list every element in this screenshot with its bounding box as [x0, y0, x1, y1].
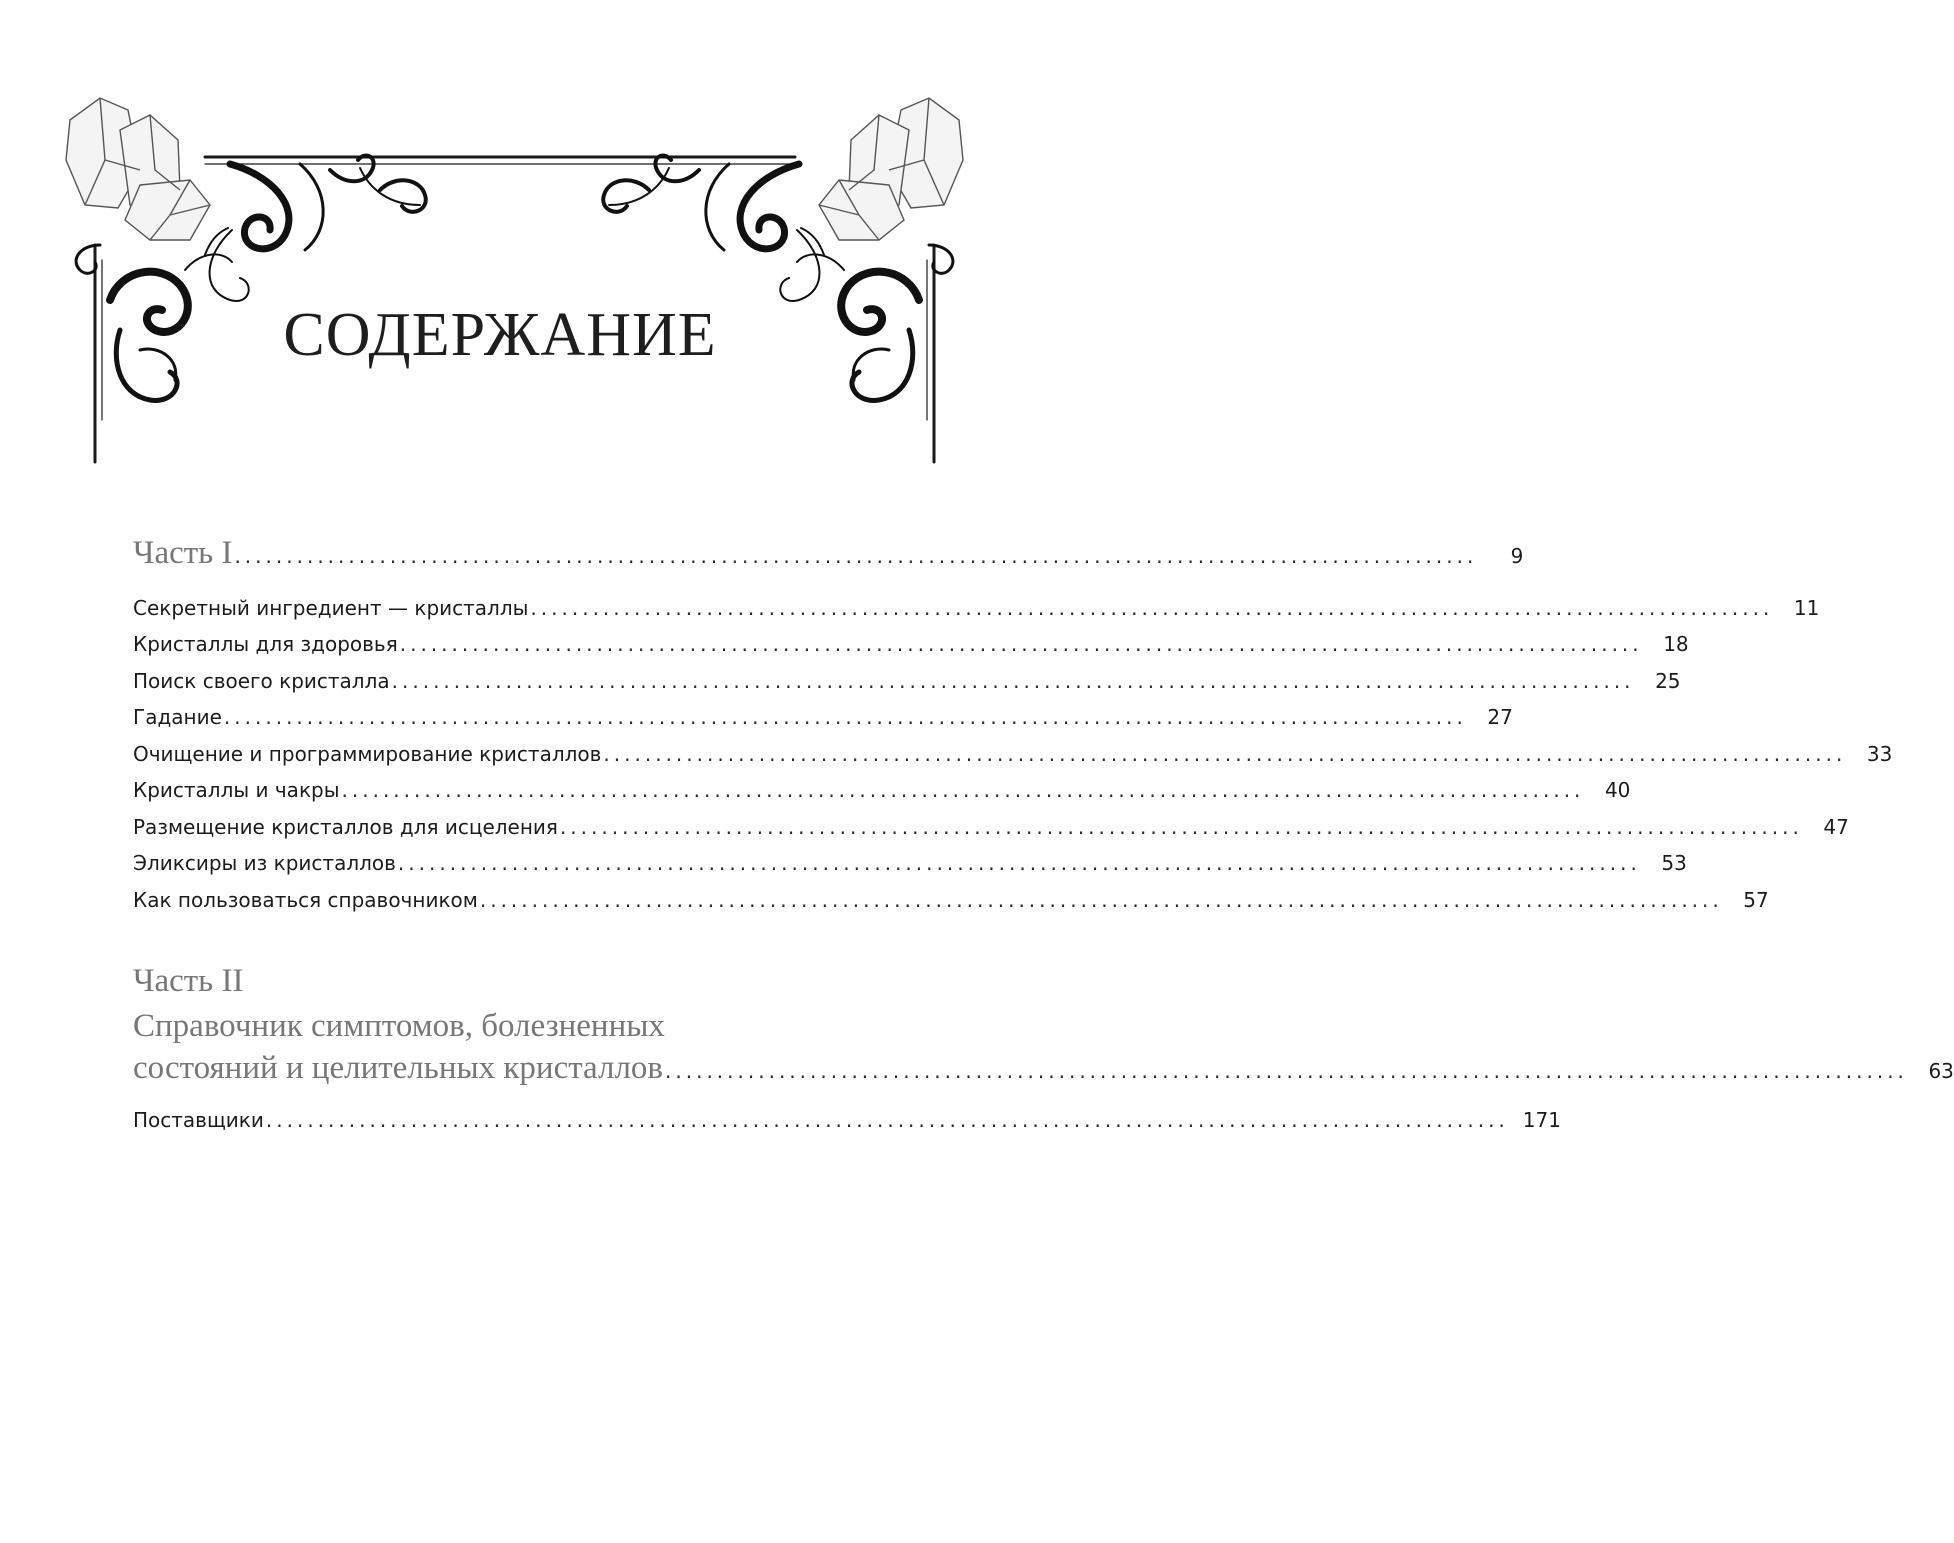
toc-leader-dots: ........................................................................................................................: [234, 544, 1478, 568]
toc-entry-label: Кристаллы и чакры: [133, 778, 340, 802]
toc-part-2-title-line1[interactable]: Справочник симптомов, болезненных: [133, 1008, 665, 1044]
toc-entry-label: Как пользоваться справочником: [133, 888, 478, 912]
toc-entry-page: 33: [1866, 742, 1893, 766]
toc-leader-dots: ........................................................................................................................: [391, 669, 1635, 693]
toc-entry-label: Очищение и программирование кристаллов: [133, 742, 602, 766]
toc-entry[interactable]: [133, 669, 1681, 693]
toc-leader-dots: ........................................................................................................................: [223, 705, 1467, 729]
toc-entry-page: 18: [1663, 632, 1689, 656]
toc-entry[interactable]: [133, 851, 1687, 875]
toc-entry-label: Секретный ингредиент — кристаллы: [133, 596, 529, 620]
toc-entry[interactable]: [133, 705, 1513, 729]
toc-entry-label: Эликсиры из кристаллов: [133, 851, 396, 875]
toc-leader-dots: ........................................................................................................................: [397, 851, 1641, 875]
crystal-cluster-icon: [66, 98, 210, 240]
toc-part-1-label: Часть I: [133, 535, 233, 571]
toc-entry[interactable]: [133, 815, 1849, 839]
toc-entry[interactable]: [133, 742, 1893, 766]
toc-entry-page: 53: [1661, 851, 1687, 875]
ornamental-frame-icon: [0, 0, 1000, 480]
toc-suppliers[interactable]: [133, 1108, 1561, 1132]
toc-entry[interactable]: [133, 632, 1689, 656]
toc-part-2-title-line2: состояний и целительных кристаллов: [133, 1050, 664, 1086]
toc-entry-label: Гадание: [133, 705, 222, 729]
toc-leader-dots: ........................................................................................................................: [665, 1059, 1908, 1083]
toc-leader-dots: ........................................................................................................................: [341, 778, 1585, 802]
toc-entry[interactable]: [133, 888, 1769, 912]
toc-entry-page: 27: [1487, 705, 1513, 729]
toc-entry-label: Поиск своего кристалла: [133, 669, 390, 693]
toc-entry-label: Размещение кристаллов для исцеления: [133, 815, 558, 839]
toc-suppliers-label: Поставщики: [133, 1108, 264, 1132]
page-title: СОДЕРЖАНИЕ: [283, 301, 717, 369]
toc-leader-dots: ........................................................................................................................: [559, 815, 1803, 839]
toc-leader-dots: ........................................................................................................................: [265, 1108, 1509, 1132]
toc-part-2-page: 63: [1928, 1059, 1954, 1083]
toc-part-1-page: 9: [1510, 544, 1524, 568]
toc-part-2[interactable]: [133, 1050, 1954, 1087]
toc-entry-page: 57: [1743, 888, 1769, 912]
toc-entry-page: 40: [1604, 778, 1631, 802]
crystal-cluster-icon: [819, 98, 963, 240]
toc-part-2-label[interactable]: Часть II: [133, 963, 244, 999]
toc-entry-label: Кристаллы для здоровья: [133, 632, 398, 656]
toc-leader-dots: ........................................................................................................................: [530, 596, 1774, 620]
toc-leader-dots: ........................................................................................................................: [399, 632, 1643, 656]
toc-leader-dots: ........................................................................................................................: [479, 888, 1723, 912]
toc-entry-page: 11: [1793, 596, 1820, 620]
toc-entry-page: 47: [1823, 815, 1849, 839]
toc-entry[interactable]: [133, 778, 1631, 802]
toc-leader-dots: ........................................................................................................................: [603, 742, 1847, 766]
toc-entry[interactable]: [133, 596, 1820, 620]
toc-entry-page: 25: [1655, 669, 1681, 693]
toc-part-1[interactable]: [133, 535, 1524, 572]
toc-suppliers-page: 171: [1522, 1108, 1561, 1132]
